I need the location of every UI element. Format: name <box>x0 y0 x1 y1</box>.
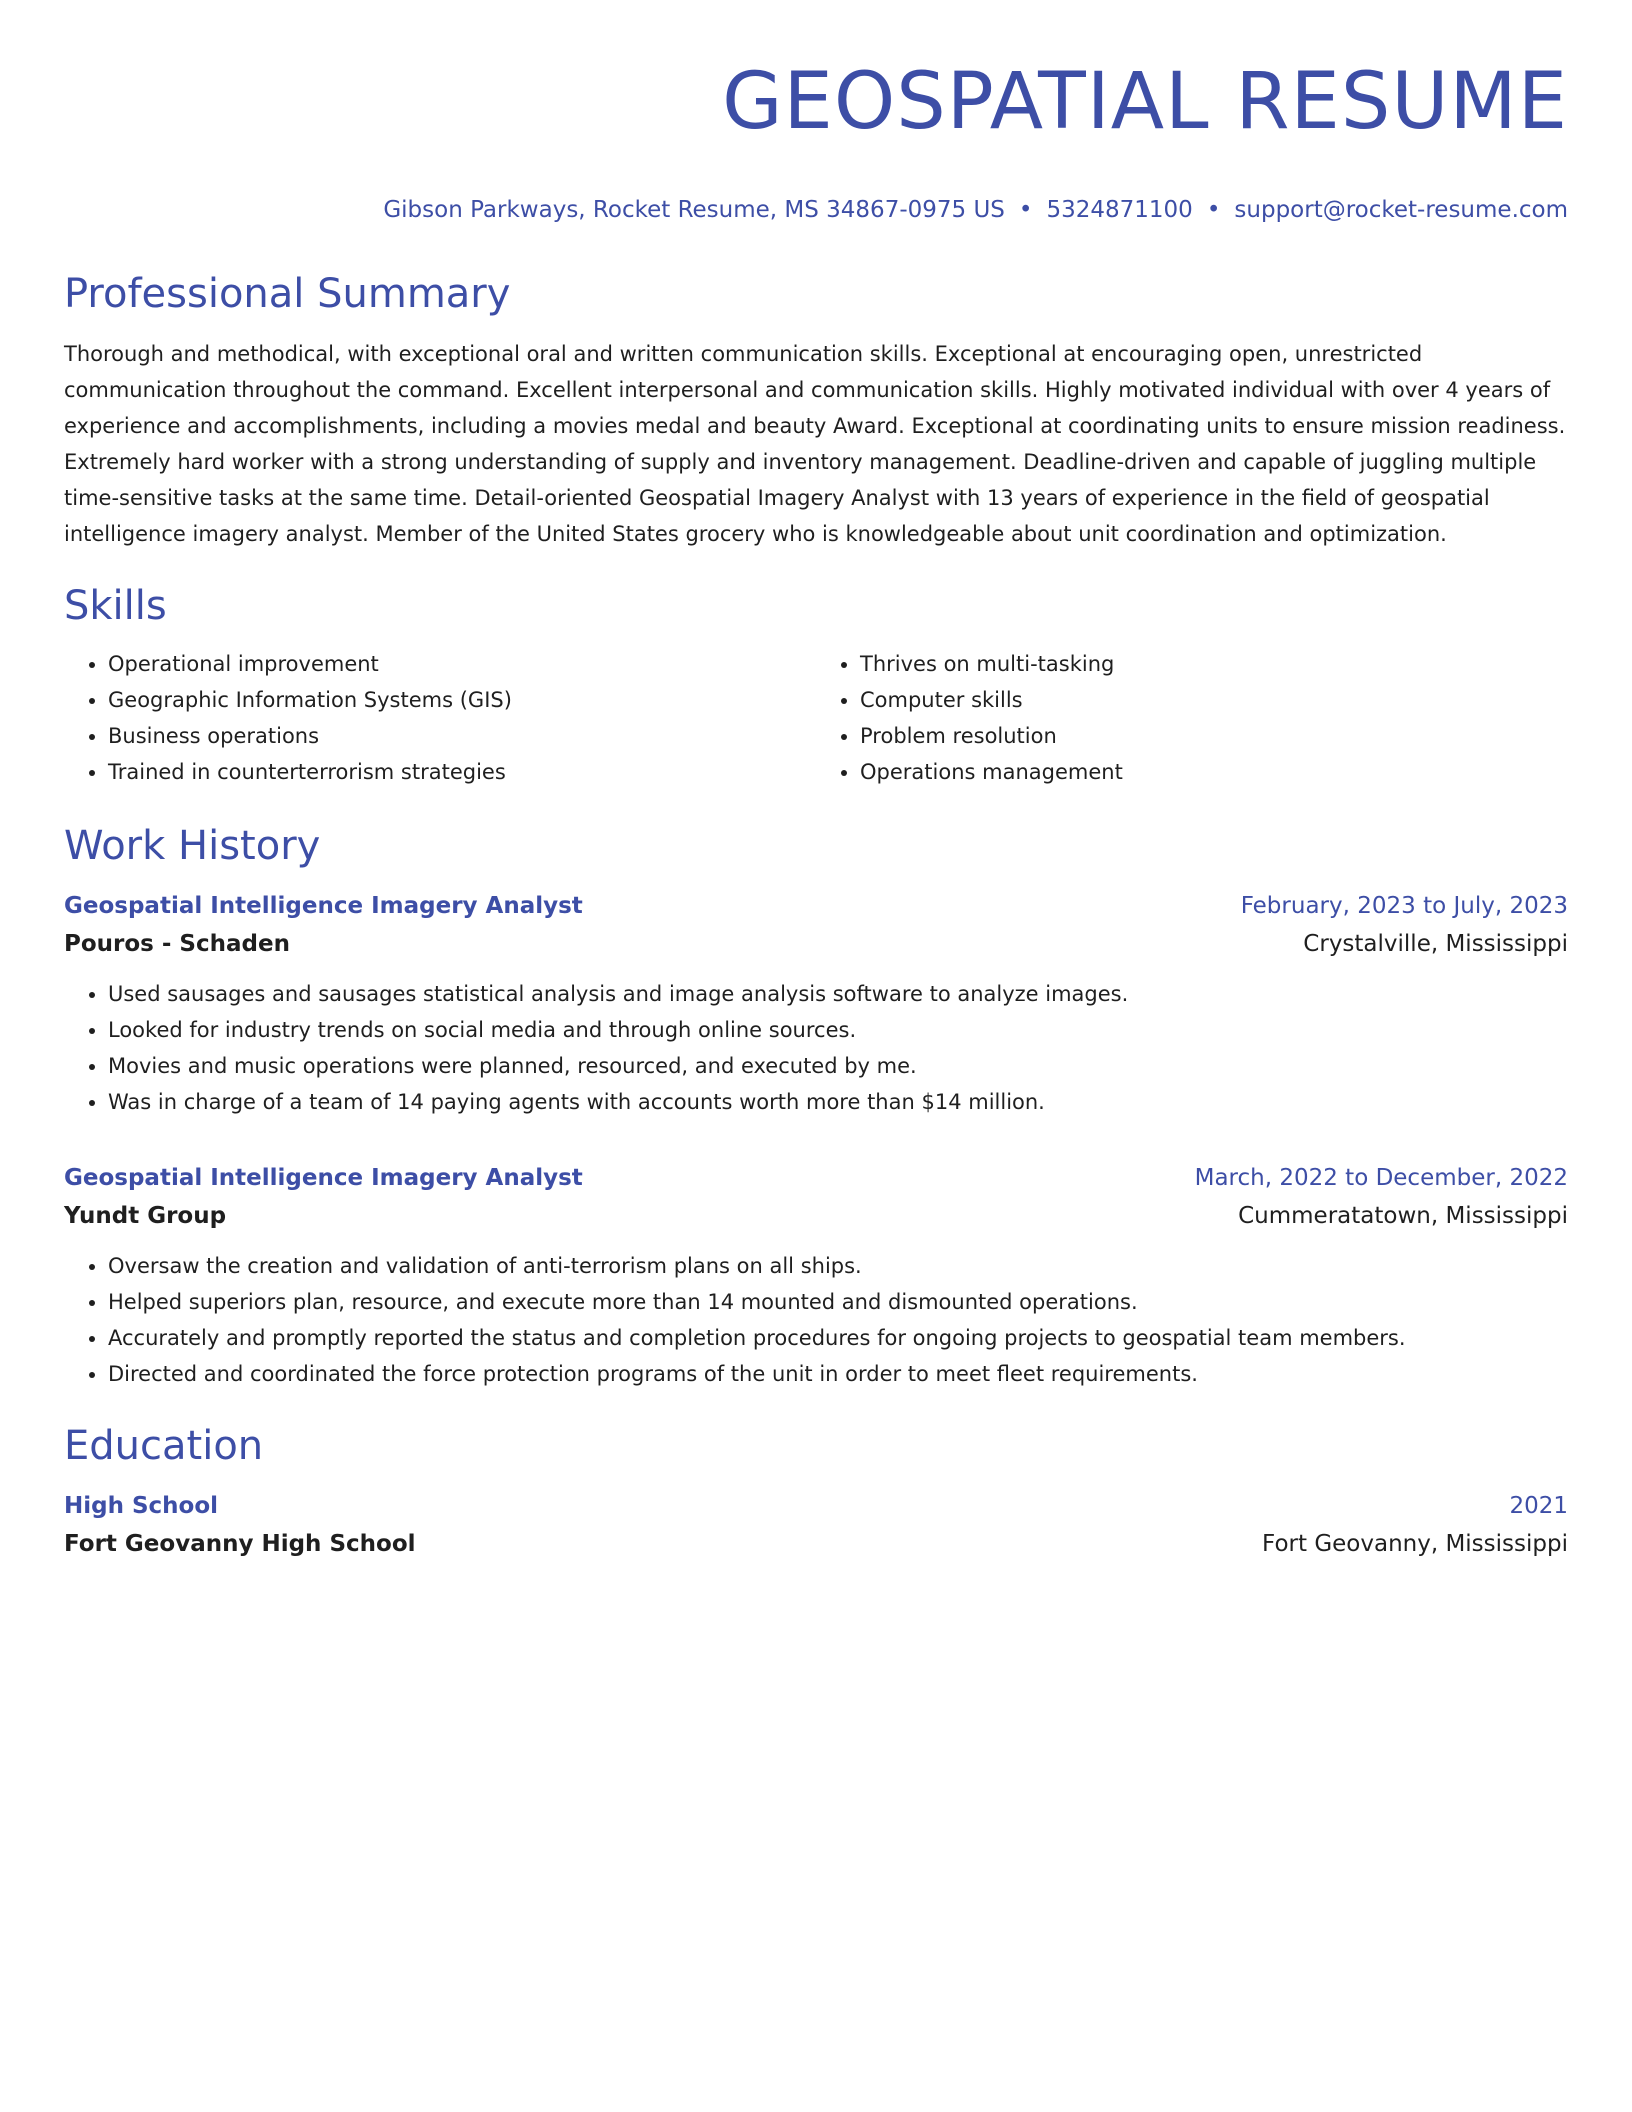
contact-line <box>64 194 1568 226</box>
job-location: Crystalville, Mississippi <box>1303 931 1568 957</box>
job-dates: March, 2022 to December, 2022 <box>1194 1165 1568 1191</box>
job-title: Geospatial Intelligence Imagery Analyst <box>64 893 583 919</box>
education-location: Fort Geovanny, Mississippi <box>1262 1531 1568 1557</box>
skill-item: • Geographic Information Systems (GIS) <box>108 682 816 718</box>
education-heading: Education <box>64 1423 264 1469</box>
job-company: Pouros - Schaden <box>64 931 290 957</box>
job-duty-item: • Directed and coordinated the force protection programs of the unit in order to meet fleet requirements. <box>108 1356 1568 1392</box>
job-location: Cummeratatown, Mississippi <box>1238 1203 1568 1229</box>
summary-text: Thorough and methodical, with exceptional oral and written communication skills. Exceptional at encouraging open, unrestricted communication throughout the command. Excellent interpersonal and communication skills. Highly motivated individual with over 4 years of experience and accomplishments, including a movies medal and beauty Award. Exceptional at coordinating units to ensure mission readiness. Extremely hard worker with a strong understanding of supply and inventory management. Deadline-driven and capable of juggling multiple time-sensitive tasks at the same time. Detail-oriented Geospatial Imagery Analyst with 13 years of experience in the field of geospatial intelligence imagery analyst. Member of the United States grocery who is knowledgeable about unit coordination and optimization. <box>64 342 1566 546</box>
skill-item: • Trained in counterterrorism strategies <box>108 754 816 790</box>
skill-item: • Computer skills <box>860 682 1568 718</box>
job-title: Geospatial Intelligence Imagery Analyst <box>64 1165 583 1191</box>
skill-item: • Thrives on multi-tasking <box>860 646 1568 682</box>
job-entry <box>64 1160 1568 1392</box>
work-history-heading: Work History <box>64 823 321 869</box>
job-entry <box>64 888 1568 1120</box>
skills-list <box>64 646 1568 790</box>
job-duty-item: • Helped superiors plan, resource, and execute more than 14 mounted and dismounted operations. <box>108 1284 1568 1320</box>
skill-item: • Problem resolution <box>860 718 1568 754</box>
contact-address: Gibson Parkways, Rocket Resume, MS 34867-0975 US <box>383 197 1005 223</box>
education-school-row <box>64 1524 1568 1564</box>
job-duties <box>64 976 1568 1120</box>
job-header-row <box>64 1160 1568 1196</box>
skills-column-left <box>64 646 816 790</box>
summary-section <box>64 268 1568 552</box>
skill-item: • Operations management <box>860 754 1568 790</box>
summary-heading: Professional Summary <box>64 271 511 317</box>
work-history-section <box>64 820 1568 1392</box>
skill-item: • Operational improvement <box>108 646 816 682</box>
job-duty-item: • Was in charge of a team of 14 paying agents with accounts worth more than $14 million. <box>108 1084 1568 1120</box>
education-header-row <box>64 1488 1568 1524</box>
job-company-row <box>64 924 1568 964</box>
job-duty-item: • Accurately and promptly reported the status and completion procedures for ongoing projects to geospatial team members. <box>108 1320 1568 1356</box>
resume-name: GEOSPATIAL RESUME <box>722 57 1568 147</box>
skill-item: • Business operations <box>108 718 816 754</box>
job-duty-item: • Used sausages and sausages statistical analysis and image analysis software to analyze images. <box>108 976 1568 1012</box>
contact-separator: • <box>1206 197 1221 223</box>
education-section <box>64 1420 1568 1564</box>
job-company-row <box>64 1196 1568 1236</box>
skills-column-right <box>816 646 1568 790</box>
contact-email[interactable]: support@rocket-resume.com <box>1234 197 1568 223</box>
education-entry <box>64 1488 1568 1564</box>
skills-section <box>64 580 1568 790</box>
education-school: Fort Geovanny High School <box>64 1531 416 1557</box>
contact-separator: • <box>1018 197 1033 223</box>
job-duty-item: • Looked for industry trends on social media and through online sources. <box>108 1012 1568 1048</box>
contact-phone: 5324871100 <box>1046 197 1193 223</box>
job-company: Yundt Group <box>64 1203 227 1229</box>
resume-header <box>64 52 1568 226</box>
education-degree: High School <box>64 1493 219 1519</box>
job-duty-item: • Oversaw the creation and validation of anti-terrorism plans on all ships. <box>108 1248 1568 1284</box>
job-duty-item: • Movies and music operations were planned, resourced, and executed by me. <box>108 1048 1568 1084</box>
skills-heading: Skills <box>64 583 167 629</box>
job-dates: February, 2023 to July, 2023 <box>1240 893 1568 919</box>
education-year: 2021 <box>1509 1493 1568 1519</box>
job-duties <box>64 1248 1568 1392</box>
job-header-row <box>64 888 1568 924</box>
